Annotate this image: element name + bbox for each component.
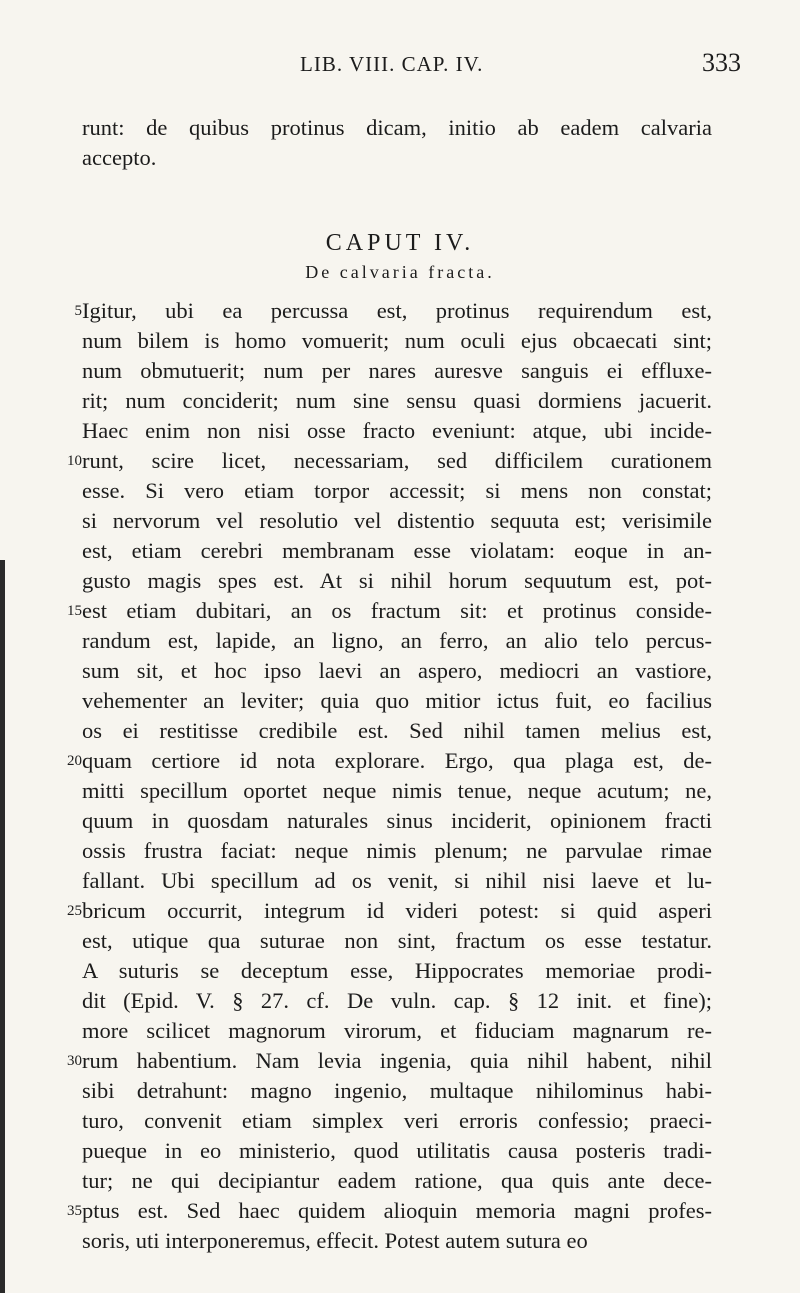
text-line: dit (Epid. V. § 27. cf. De vuln. cap. § 12 init. et fine); [82, 988, 712, 1013]
text-line: num obmutuerit; num per nares auresve sanguis ei effluxe- [82, 358, 712, 383]
line-number: 35 [67, 1203, 82, 1219]
line-number: 30 [67, 1053, 82, 1069]
line-number: 5 [74, 303, 82, 319]
text-line: runt: de quibus protinus dicam, initio ab eadem calvaria [82, 115, 712, 140]
line-number: 25 [67, 903, 82, 919]
chapter-subtitle: De calvaria fracta. [305, 262, 495, 282]
text-line: quum in quosdam naturales sinus inciderit, opinionem fracti [82, 808, 712, 833]
text-line: num bilem is homo vomuerit; num oculi ejus obcaecati sint; [82, 328, 712, 353]
text-line: esse. Si vero etiam torpor accessit; si mens non constat; [82, 478, 712, 503]
text-line: rum habentium. Nam levia ingenia, quia nihil habent, nihil [82, 1048, 712, 1073]
text-line: est, utique qua suturae non sint, fractum os esse testatur. [82, 928, 712, 953]
running-head: LIB. VIII. CAP. IV. [300, 52, 484, 76]
chapter-title: CAPUT IV. [325, 230, 475, 256]
line-number: 15 [67, 603, 82, 619]
page-edge-shadow [0, 560, 5, 1293]
text-line: rit; num conciderit; num sine sensu quasi dormiens jacuerit. [82, 388, 712, 413]
text-line: os ei restitisse credibile est. Sed nihil tamen melius est, [82, 718, 712, 743]
text-line: fallant. Ubi specillum ad os venit, si nihil nisi laeve et lu- [82, 868, 712, 893]
text-line: quam certiore id nota explorare. Ergo, qua plaga est, de- [82, 748, 712, 773]
text-line: mitti specillum oportet neque nimis tenue, neque acutum; ne, [82, 778, 712, 803]
text-line: si nervorum vel resolutio vel distentio sequuta est; verisimile [82, 508, 712, 533]
text-line: ptus est. Sed haec quidem alioquin memoria magni profes- [82, 1198, 712, 1223]
text-line: turo, convenit etiam simplex veri erroris confessio; praeci- [82, 1108, 712, 1133]
text-line: randum est, lapide, an ligno, an ferro, an alio telo percus- [82, 628, 712, 653]
text-line: pueque in eo ministerio, quod utilitatis causa posteris tradi- [82, 1138, 712, 1163]
text-line: est etiam dubitari, an os fractum sit: et protinus conside- [82, 598, 712, 623]
text-line: more scilicet magnorum virorum, et fiduciam magnarum re- [82, 1018, 712, 1043]
text-line: bricum occurrit, integrum id videri potest: si quid asperi [82, 898, 712, 923]
text-line: accepto. [82, 145, 157, 170]
line-number: 20 [67, 753, 82, 769]
line-number: 10 [67, 453, 82, 469]
text-line: ossis frustra faciat: neque nimis plenum; ne parvulae rimae [82, 838, 712, 863]
text-line: Igitur, ubi ea percussa est, protinus requirendum est, [82, 298, 712, 323]
text-line: sum sit, et hoc ipso laevi an aspero, mediocri an vastiore, [82, 658, 712, 683]
text-line: Haec enim non nisi osse fracto eveniunt: atque, ubi incide- [82, 418, 712, 443]
text-line: runt, scire licet, necessariam, sed difficilem curationem [82, 448, 712, 473]
text-line: sibi detrahunt: magno ingenio, multaque nihilominus habi- [82, 1078, 712, 1103]
text-line: gusto magis spes est. At si nihil horum sequutum est, pot- [82, 568, 712, 593]
text-line: A suturis se deceptum esse, Hippocrates memoriae prodi- [82, 958, 712, 983]
page-number: 333 [702, 48, 741, 77]
text-line: vehementer an leviter; quia quo mitior ictus fuit, eo facilius [82, 688, 712, 713]
text-line: est, etiam cerebri membranam esse violatam: eoque in an- [82, 538, 712, 563]
text-line: soris, uti interponeremus, effecit. Potest autem sutura eo [82, 1228, 588, 1253]
page-header [0, 48, 800, 92]
text-line: tur; ne qui decipiantur eadem ratione, qua quis ante dece- [82, 1168, 712, 1193]
